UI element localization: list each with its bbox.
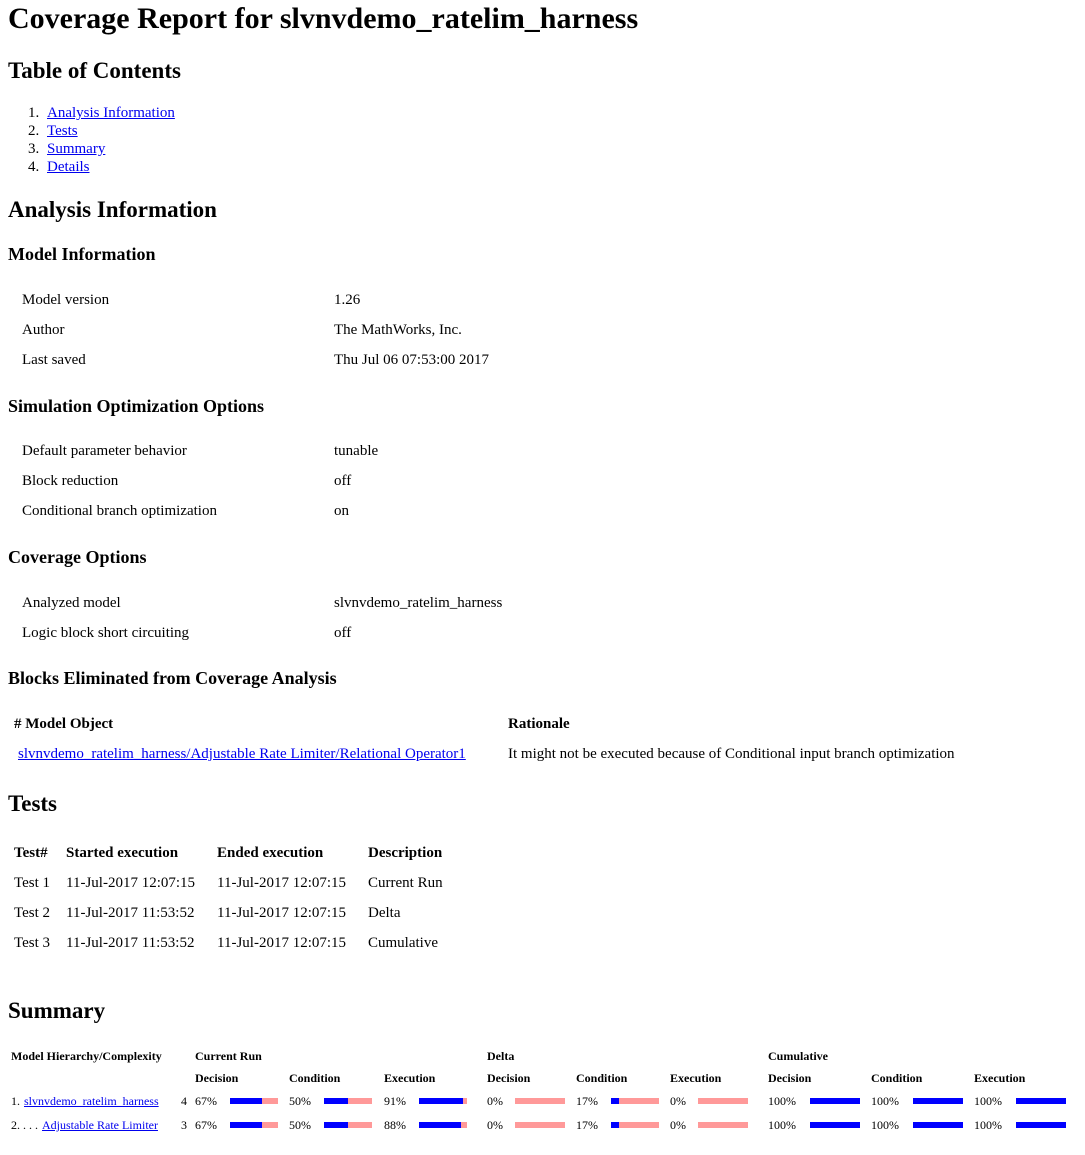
summary-metric-execution: Execution [670,1071,722,1085]
coverage-bar-covered [913,1122,963,1128]
summary-metric-execution: Execution [974,1071,1026,1085]
model-info-label: Last saved [22,352,86,368]
model-info-value: Thu Jul 06 07:53:00 2017 [334,352,490,368]
coverage-bar-covered [1016,1098,1066,1104]
summary-group-delta: Delta [487,1049,515,1063]
toc-link-details[interactable]: Details [47,159,90,175]
coverage-percent-current-run-condition: 50% [289,1118,311,1132]
toc-num: 1. [28,105,40,121]
summary-metric-condition: Condition [289,1071,341,1085]
coverage-bar-cumulative-decision [810,1098,860,1104]
coverage-percent-delta-decision: 0% [487,1094,503,1108]
summary-metric-decision: Decision [195,1071,239,1085]
test-ended: 11-Jul-2017 12:07:15 [217,875,347,891]
summary-model-link[interactable]: Adjustable Rate Limiter [42,1118,158,1132]
coverage-percent-delta-decision: 0% [487,1118,503,1132]
sim-opts-label: Conditional branch optimization [22,503,217,519]
coverage-bar-cumulative-condition [913,1098,963,1104]
eliminated-col-object: # Model Object [14,716,114,732]
coverage-bar-covered [611,1098,619,1104]
model-info-value: The MathWorks, Inc. [334,322,462,338]
coverage-bar-missed [463,1098,467,1104]
coverage-bar-current-run-decision [230,1122,278,1128]
coverage-percent-current-run-execution: 91% [384,1094,406,1108]
summary-row-prefix: 1. [11,1094,20,1108]
summary-metric-condition: Condition [871,1071,923,1085]
summary-hier-header: Model Hierarchy/Complexity [11,1049,162,1063]
coverage-bar-cumulative-execution [1016,1122,1066,1128]
toc-num: 4. [28,159,40,175]
coverage-percent-current-run-decision: 67% [195,1094,217,1108]
cov-opts-label: Logic block short circuiting [22,625,190,641]
eliminated-col-rationale: Rationale [508,716,570,732]
coverage-bar-covered [810,1122,860,1128]
coverage-percent-delta-condition: 17% [576,1094,598,1108]
toc-link-summary[interactable]: Summary [47,141,106,157]
coverage-bar-current-run-execution [419,1098,467,1104]
coverage-bar-covered [419,1098,463,1104]
coverage-bar-missed [348,1122,372,1128]
summary-metric-decision: Decision [487,1071,531,1085]
test-started: 11-Jul-2017 11:53:52 [66,935,195,951]
summary-metric-condition: Condition [576,1071,628,1085]
coverage-bar-covered [611,1122,619,1128]
coverage-percent-current-run-condition: 50% [289,1094,311,1108]
summary-heading: Summary [8,998,106,1023]
coverage-percent-cumulative-decision: 100% [768,1118,796,1132]
test-number: Test 3 [14,935,51,951]
test-number: Test 2 [14,905,51,921]
summary-row-prefix: 2. . . . [11,1118,38,1132]
test-description: Cumulative [368,935,438,951]
tests-col-ended: Ended execution [217,845,324,861]
coverage-bar-missed [698,1122,748,1128]
summary-metric-execution: Execution [384,1071,436,1085]
toc-num: 3. [28,141,40,157]
coverage-bar-current-run-condition [324,1122,372,1128]
eliminated-object-link[interactable]: slvnvdemo_ratelim_harness/Adjustable Rate Limiter/Relational Operator1 [18,746,466,762]
coverage-bar-current-run-decision [230,1098,278,1104]
model-info-label: Model version [22,292,110,308]
summary-group-cumulative: Cumulative [768,1049,828,1063]
sim-opts-value: on [334,503,349,519]
coverage-bar-covered [1016,1122,1066,1128]
coverage-percent-cumulative-condition: 100% [871,1094,899,1108]
sim-opts-value: off [334,473,352,489]
coverage-percent-delta-execution: 0% [670,1118,686,1132]
test-ended: 11-Jul-2017 12:07:15 [217,905,347,921]
coverage-bar-covered [913,1098,963,1104]
summary-complexity: 4 [181,1094,187,1108]
test-description: Current Run [368,875,443,891]
summary-model-link[interactable]: slvnvdemo_ratelim_harness [24,1094,159,1108]
cov-opts-value: off [334,625,352,641]
tests-col-number: Test# [14,845,48,861]
model-info-heading: Model Information [8,244,156,264]
summary-metric-decision: Decision [768,1071,812,1085]
coverage-bar-delta-decision [515,1122,565,1128]
coverage-bar-delta-execution [698,1098,748,1104]
test-number: Test 1 [14,875,51,891]
cov-opts-value: slvnvdemo_ratelim_harness [334,595,503,611]
cov-opts-label: Analyzed model [22,595,121,611]
sim-opts-label: Default parameter behavior [22,443,187,459]
coverage-bar-delta-condition [611,1122,659,1128]
coverage-bar-cumulative-decision [810,1122,860,1128]
coverage-bar-missed [461,1122,467,1128]
sim-opts-heading: Simulation Optimization Options [8,396,265,416]
coverage-bar-delta-condition [611,1098,659,1104]
coverage-percent-current-run-execution: 88% [384,1118,406,1132]
coverage-percent-cumulative-decision: 100% [768,1094,796,1108]
model-info-value: 1.26 [334,292,361,308]
coverage-percent-cumulative-execution: 100% [974,1118,1002,1132]
coverage-bar-missed [262,1122,278,1128]
toc-link-analysis-information[interactable]: Analysis Information [47,105,175,121]
summary-group-current-run: Current Run [195,1049,262,1063]
coverage-percent-current-run-decision: 67% [195,1118,217,1132]
tests-col-description: Description [368,845,443,861]
coverage-bar-covered [230,1098,262,1104]
eliminated-rationale: It might not be executed because of Conditional input branch optimization [508,746,955,762]
coverage-bar-delta-execution [698,1122,748,1128]
page-title: Coverage Report for slvnvdemo_ratelim_harness [8,2,639,35]
coverage-bar-current-run-condition [324,1098,372,1104]
coverage-bar-covered [810,1098,860,1104]
test-ended: 11-Jul-2017 12:07:15 [217,935,347,951]
test-description: Delta [368,905,401,921]
coverage-bar-missed [619,1098,659,1104]
coverage-bar-covered [324,1122,348,1128]
coverage-bar-cumulative-condition [913,1122,963,1128]
test-started: 11-Jul-2017 11:53:52 [66,905,195,921]
sim-opts-value: tunable [334,443,379,459]
toc-link-tests[interactable]: Tests [47,123,78,139]
coverage-bar-missed [515,1098,565,1104]
coverage-percent-delta-execution: 0% [670,1094,686,1108]
coverage-bar-cumulative-execution [1016,1098,1066,1104]
tests-heading: Tests [8,791,57,816]
coverage-bar-missed [619,1122,659,1128]
test-started: 11-Jul-2017 12:07:15 [66,875,196,891]
sim-opts-label: Block reduction [22,473,119,489]
coverage-bar-covered [419,1122,461,1128]
cov-opts-heading: Coverage Options [8,547,147,567]
coverage-percent-cumulative-execution: 100% [974,1094,1002,1108]
coverage-bar-missed [515,1122,565,1128]
eliminated-heading: Blocks Eliminated from Coverage Analysis [8,668,337,688]
tests-col-started: Started execution [66,845,179,861]
toc-heading: Table of Contents [8,58,181,83]
summary-complexity: 3 [181,1118,187,1132]
coverage-bar-missed [698,1098,748,1104]
toc-num: 2. [28,123,40,139]
analysis-heading: Analysis Information [8,197,217,222]
coverage-bar-delta-decision [515,1098,565,1104]
coverage-bar-current-run-execution [419,1122,467,1128]
coverage-bar-covered [230,1122,262,1128]
coverage-bar-missed [348,1098,372,1104]
coverage-bar-covered [324,1098,348,1104]
model-info-label: Author [22,322,65,338]
coverage-bar-missed [262,1098,278,1104]
coverage-percent-delta-condition: 17% [576,1118,598,1132]
coverage-percent-cumulative-condition: 100% [871,1118,899,1132]
